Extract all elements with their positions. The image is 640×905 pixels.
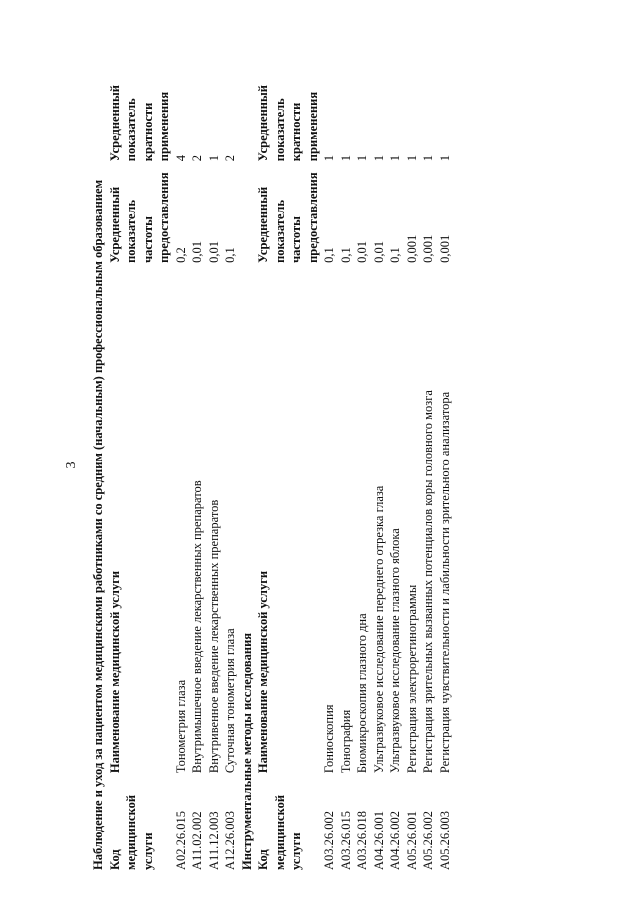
cell-code: A03.26.002 [322, 810, 336, 870]
cell-frequency: 0,01 [206, 241, 221, 263]
table-row [189, 60, 206, 870]
header-name: Наименование медицинской услуги [256, 570, 270, 774]
cell-code: A03.26.018 [355, 810, 369, 870]
cell-multiplicity: 1 [322, 154, 336, 162]
header-multiplicity: Усредненный показатель кратности применения [256, 85, 320, 162]
cell-frequency: 0,001 [437, 234, 452, 263]
cell-name: Регистрация чувствительности и лабильности зрительного анализатора [437, 391, 452, 774]
cell-multiplicity: 1 [404, 154, 419, 162]
header-frequency: Усредненный показатель частоты предоставления [107, 172, 171, 263]
cell-code: A03.26.015 [338, 810, 353, 870]
cell-name: Биомикроскопия глазного дна [355, 613, 369, 774]
services-table-observation [107, 60, 239, 870]
cell-multiplicity: 2 [190, 154, 204, 162]
cell-name: Внутривенное введение лекарственных препаратов [206, 499, 221, 774]
cell-frequency: 0,2 [173, 247, 188, 263]
table-row [321, 60, 338, 870]
header-frequency: Усредненный показатель частоты предоставления [256, 172, 320, 263]
cell-code: A02.26.015 [173, 810, 188, 870]
cell-multiplicity: 1 [437, 154, 452, 162]
cell-name: Тонография [338, 709, 353, 774]
cell-name: Гониоскопия [322, 704, 336, 774]
cell-code: A05.26.001 [404, 810, 419, 870]
table-header-row [255, 60, 321, 870]
cell-frequency: 0,1 [388, 247, 402, 263]
cell-name: Регистрация зрительных вызванных потенциалов коры головного мозга [421, 390, 435, 774]
header-code: Код медицинской услуги [107, 794, 155, 870]
cell-frequency: 0,001 [404, 234, 419, 263]
cell-multiplicity: 1 [388, 154, 402, 162]
section-heading-observation: Наблюдение и уход за пациентом медицинскими работниками со средним (начальным) профессиональным образованием [91, 179, 105, 870]
cell-name: Тонометрия глаза [173, 679, 188, 774]
cell-multiplicity: 2 [223, 154, 237, 162]
cell-frequency: 0,1 [223, 247, 237, 263]
cell-code: A04.26.002 [388, 810, 402, 870]
cell-frequency: 0,1 [322, 247, 336, 263]
cell-code: A12.26.003 [223, 810, 237, 870]
table-header-row [107, 60, 173, 870]
cell-multiplicity: 1 [206, 154, 221, 162]
rotated-page-content [64, 60, 570, 870]
cell-name: Регистрация электроретинограммы [404, 584, 419, 774]
cell-multiplicity: 1 [371, 154, 386, 162]
section-heading-instrumental: Инструментальные методы исследования [239, 632, 254, 870]
table-row [404, 60, 421, 870]
cell-multiplicity: 1 [338, 154, 353, 162]
cell-multiplicity: 1 [421, 154, 435, 162]
cell-code: A11.02.002 [190, 811, 204, 870]
cell-name: Ультразвуковое исследование глазного яблока [388, 528, 402, 774]
cell-code: A05.26.002 [421, 810, 435, 870]
cell-code: A04.26.001 [371, 810, 386, 870]
table-row [371, 60, 388, 870]
header-multiplicity: Усредненный показатель кратности применения [107, 85, 171, 162]
cell-multiplicity: 4 [173, 154, 188, 162]
header-name: Наименование медицинской услуги [107, 570, 122, 774]
cell-name: Внутримышечное введение лекарственных препаратов [190, 480, 204, 774]
cell-code: A11.12.003 [206, 811, 221, 870]
cell-frequency: 0,01 [355, 241, 369, 263]
page-number: 3 [64, 461, 79, 469]
table-row [437, 60, 454, 870]
cell-multiplicity: 1 [355, 154, 369, 162]
services-table-instrumental [255, 60, 453, 870]
cell-name: Ультразвуковое исследование переднего отрезка глаза [371, 485, 386, 774]
cell-frequency: 0,001 [421, 234, 435, 263]
cell-frequency: 0,01 [371, 241, 386, 263]
table-row [354, 60, 371, 870]
cell-name: Суточная тонометрия глаза [223, 628, 237, 774]
table-row [173, 60, 190, 870]
table-row [206, 60, 223, 870]
cell-frequency: 0,01 [190, 241, 204, 263]
cell-code: A05.26.003 [437, 810, 452, 870]
table-row [222, 60, 239, 870]
table-row [387, 60, 404, 870]
table-row [420, 60, 437, 870]
table-row [338, 60, 355, 870]
header-code: Код медицинской услуги [256, 794, 303, 870]
cell-frequency: 0,1 [338, 247, 353, 263]
